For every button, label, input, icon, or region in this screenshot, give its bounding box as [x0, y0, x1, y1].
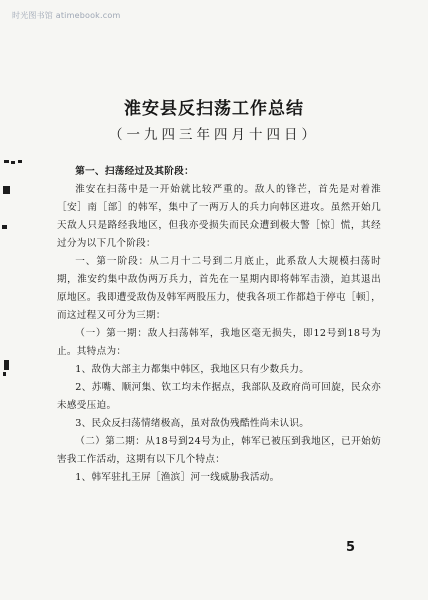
scan-speck [3, 186, 10, 194]
scan-speck [4, 360, 9, 370]
list-item: 2、苏嘴、顺河集、钦工均未作据点，我部队及政府尚可回旋，民众亦未感受压迫。 [57, 382, 381, 411]
scan-speck [2, 225, 7, 229]
document-body [57, 163, 381, 487]
scan-speck [4, 160, 9, 163]
paragraph-stage-one: 一、第一阶段：从二月十二号到二月底止，此系敌人大规模扫荡时期，淮安约集中敌伪两万兵力，首先在一星期内即将韩军击溃，迫其退出原地区。我即遭受敌伪及韩军两股压力，使我各项工作都趋于停屯［顿］，而这过程又可分为三期： [57, 256, 381, 321]
paragraph-intro: 淮安在扫荡中是一开始就比较严重的。敌人的锋芒，首先是对着淮［安］南［部］的韩军，集中了一两万人的兵力向韩区进攻。虽然开始几天敌人只是路经我地区，但我亦受损失而民众遭到极大警［惊］慌，其经过分为以下几个阶段： [57, 184, 381, 249]
document-date: （一九四三年四月十四日） [109, 127, 319, 143]
scan-speck [3, 372, 6, 376]
list-item: 1、韩军驻扎王屏［渔滨］河一线威胁我活动。 [75, 472, 280, 483]
scan-speck [11, 161, 15, 164]
list-item: 1、敌伪大部主力都集中韩区，我地区只有少数兵力。 [75, 364, 310, 375]
paragraph-period-one: （一）第一期：敌人扫荡韩军，我地区毫无损失，即12号到18号为止。其特点为： [57, 328, 381, 357]
list-item: 3、民众反扫荡情绪极高，虽对敌伪残酷性尚未认识。 [75, 418, 310, 429]
watermark: 时光图书馆 atimebook.com [12, 11, 121, 20]
paragraph-period-two: （二）第二期：从18号到24号为止，韩军已被压到我地区，已开始妨害我工作活动，这期有以下几个特点： [57, 436, 381, 465]
scan-speck [18, 160, 22, 163]
page-number: 5 [346, 540, 356, 555]
section-heading: 第一、扫荡经过及其阶段： [75, 166, 194, 177]
page-title: 淮安县反扫荡工作总结 [124, 99, 304, 119]
